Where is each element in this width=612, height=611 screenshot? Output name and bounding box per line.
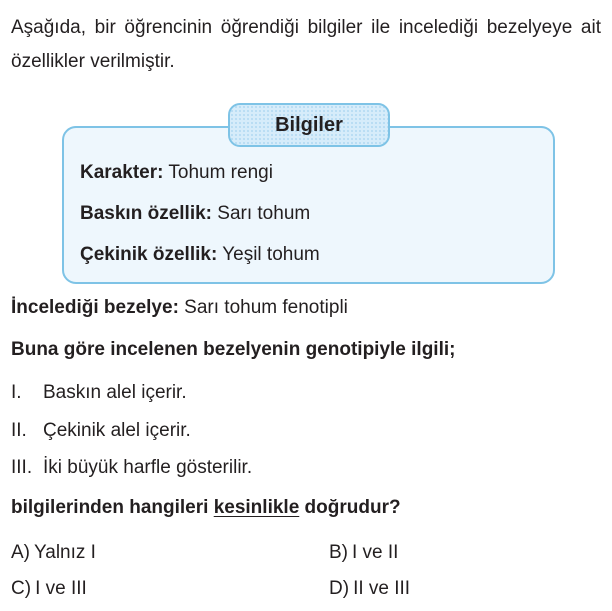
info-item-value: Sarı tohum xyxy=(212,203,311,224)
option-text: I ve III xyxy=(35,578,87,599)
statement-2 xyxy=(11,419,191,443)
examined-value: Sarı tohum fenotipli xyxy=(178,297,348,318)
option-letter: D) xyxy=(329,578,350,599)
statement-1 xyxy=(11,381,187,405)
examined-pea xyxy=(11,296,348,320)
option-a[interactable] xyxy=(11,541,96,565)
statement-text: İki büyük harfle gösterilir. xyxy=(43,457,253,478)
statement-text: Baskın alel içerir. xyxy=(43,382,187,403)
info-item-label: Karakter: xyxy=(80,162,164,183)
option-b[interactable] xyxy=(329,541,398,565)
intro-text: Aşağıda, bir öğrencinin öğrendiği bilgiler ile incelediği bezelyeye ait özellikler verilmiştir. xyxy=(11,17,601,72)
question-end-after: doğrudur? xyxy=(299,497,401,518)
statement-number: III. xyxy=(11,457,33,478)
statement-3 xyxy=(11,456,252,480)
info-item-dominant xyxy=(80,202,310,226)
question-stem: Buna göre incelenen bezelyenin genotipiyle ilgili; xyxy=(11,339,456,360)
info-item-recessive xyxy=(80,243,320,267)
info-item-value: Tohum rengi xyxy=(163,162,273,183)
statement-number: I. xyxy=(11,382,22,403)
option-d[interactable] xyxy=(329,577,410,601)
option-text: II ve III xyxy=(353,578,411,599)
examined-label: İncelediği bezelye: xyxy=(11,297,179,318)
question-end-before: bilgilerinden hangileri xyxy=(11,497,214,518)
option-text: Yalnız I xyxy=(34,542,96,563)
option-letter: B) xyxy=(329,542,348,563)
info-item-character xyxy=(80,161,273,185)
option-c[interactable] xyxy=(11,577,87,601)
question-end xyxy=(11,496,401,520)
question-end-underlined: kesinlikle xyxy=(213,497,300,518)
option-text: I ve II xyxy=(352,542,399,563)
info-item-value: Yeşil tohum xyxy=(217,244,320,265)
option-letter: A) xyxy=(11,542,30,563)
statement-number: II. xyxy=(11,420,27,441)
info-item-label: Baskın özellik: xyxy=(80,203,212,224)
statement-text: Çekinik alel içerir. xyxy=(43,420,191,441)
option-letter: C) xyxy=(11,578,32,599)
info-box-title: Bilgiler xyxy=(228,103,390,147)
info-item-label: Çekinik özellik: xyxy=(80,244,218,265)
